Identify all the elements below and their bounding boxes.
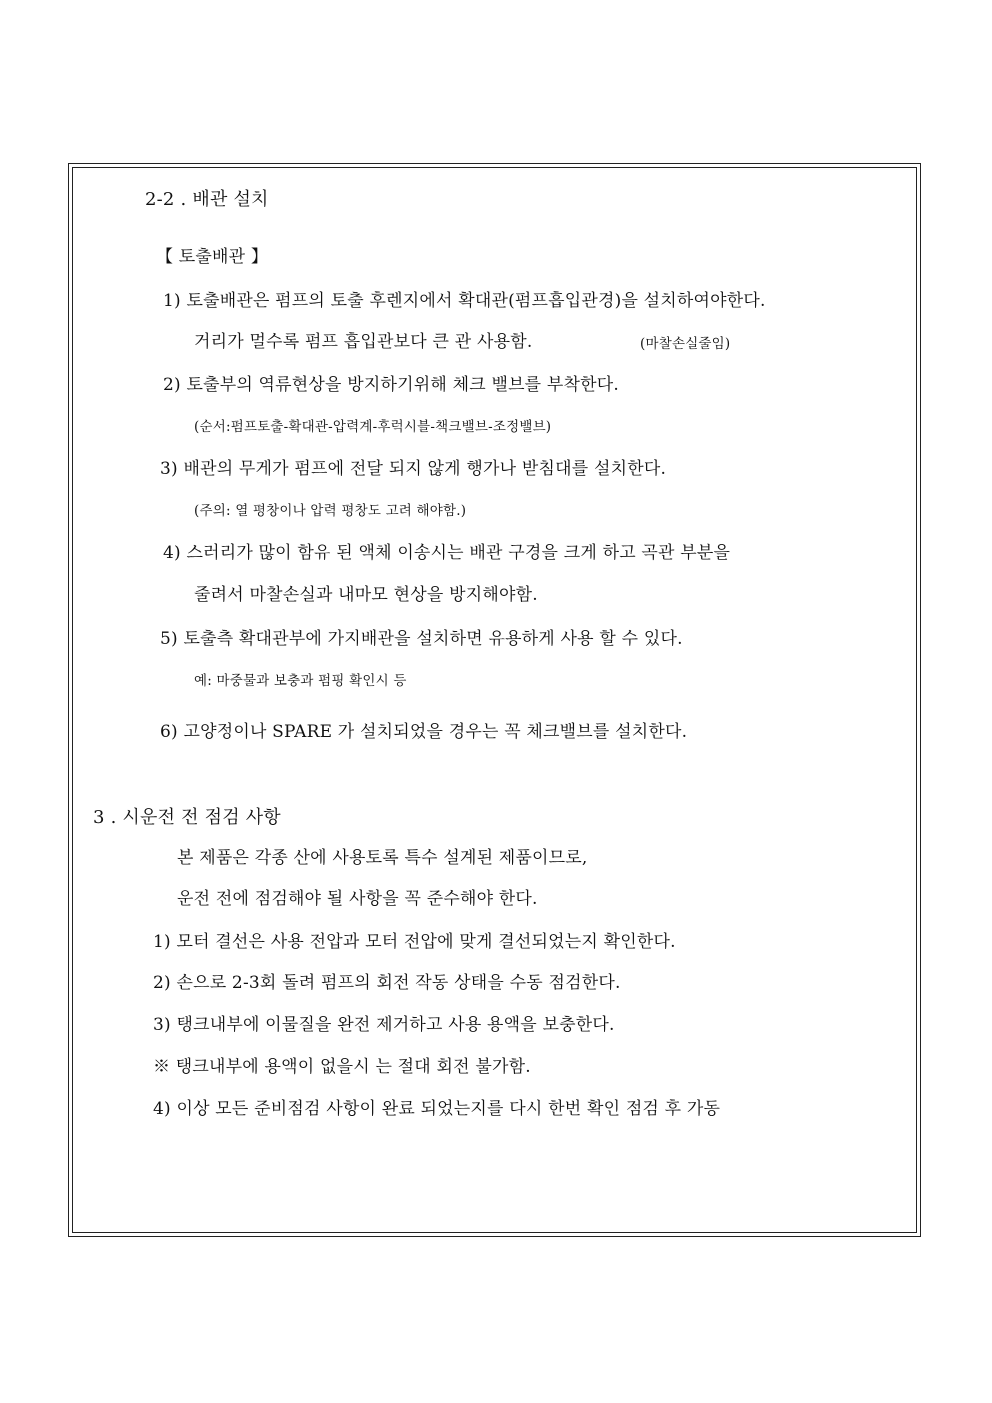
section-3-intro-line: 운전 전에 점검해야 될 사항을 꼭 준수해야 한다. xyxy=(177,889,538,909)
list-item: 6) 고양정이나 SPARE 가 설치되었을 경우는 꼭 체크밸브를 설치한다. xyxy=(160,722,688,742)
section-3-intro-line: 본 제품은 각종 산에 사용토록 특수 설계된 제품이므로, xyxy=(177,848,588,868)
list-item: 1) 모터 결선은 사용 전압과 모터 전압에 맞게 결선되었는지 확인한다. xyxy=(153,932,676,952)
list-item-note: (주의: 열 평창이나 압력 평창도 고려 해야함.) xyxy=(194,503,467,519)
list-item: 줄려서 마찰손실과 내마모 현상을 방지해야함. xyxy=(194,585,538,605)
list-item: 3) 배관의 무게가 펌프에 전달 되지 않게 행가나 받침대를 설치한다. xyxy=(160,459,667,479)
list-item-note: (마찰손실줄임) xyxy=(640,336,731,352)
list-item: 거리가 멀수록 펌프 흡입관보다 큰 관 사용함. xyxy=(194,332,533,352)
list-item: 1) 토출배관은 펌프의 토출 후렌지에서 확대관(펌프흡입관경)을 설치하여야한다. xyxy=(163,291,766,311)
section-3-title: 3 . 시운전 전 점검 사항 xyxy=(93,807,281,828)
list-item: 5) 토출측 확대관부에 가지배관을 설치하면 유용하게 사용 할 수 있다. xyxy=(160,629,683,649)
list-item: 4) 스러리가 많이 함유 된 액체 이송시는 배관 구경을 크게 하고 곡관 부분을 xyxy=(163,543,731,563)
discharge-piping-subheading: 【 토출배관 】 xyxy=(156,247,269,267)
list-item-note: (순서:펌프토출-확대관-압력계-후럭시블-책크밸브-조정밸브) xyxy=(194,419,552,435)
list-item: 2) 손으로 2-3회 돌려 펌프의 회전 작동 상태을 수동 점검한다. xyxy=(153,973,621,993)
list-item: 4) 이상 모든 준비점검 사항이 완료 되었는지를 다시 한번 확인 점검 후 가동 xyxy=(153,1099,721,1119)
list-item-note: 예: 마중물과 보충과 펌핑 확인시 등 xyxy=(194,673,407,689)
list-item: 2) 토출부의 역류현상을 방지하기위해 체크 밸브를 부착한다. xyxy=(163,375,620,395)
list-item: 3) 탱크내부에 이물질을 완전 제거하고 사용 용액을 보충한다. xyxy=(153,1015,615,1035)
section-2-2-title: 2-2 . 배관 설치 xyxy=(145,189,269,210)
warning-note: ※ 탱크내부에 용액이 없을시 는 절대 회전 불가함. xyxy=(153,1057,531,1077)
